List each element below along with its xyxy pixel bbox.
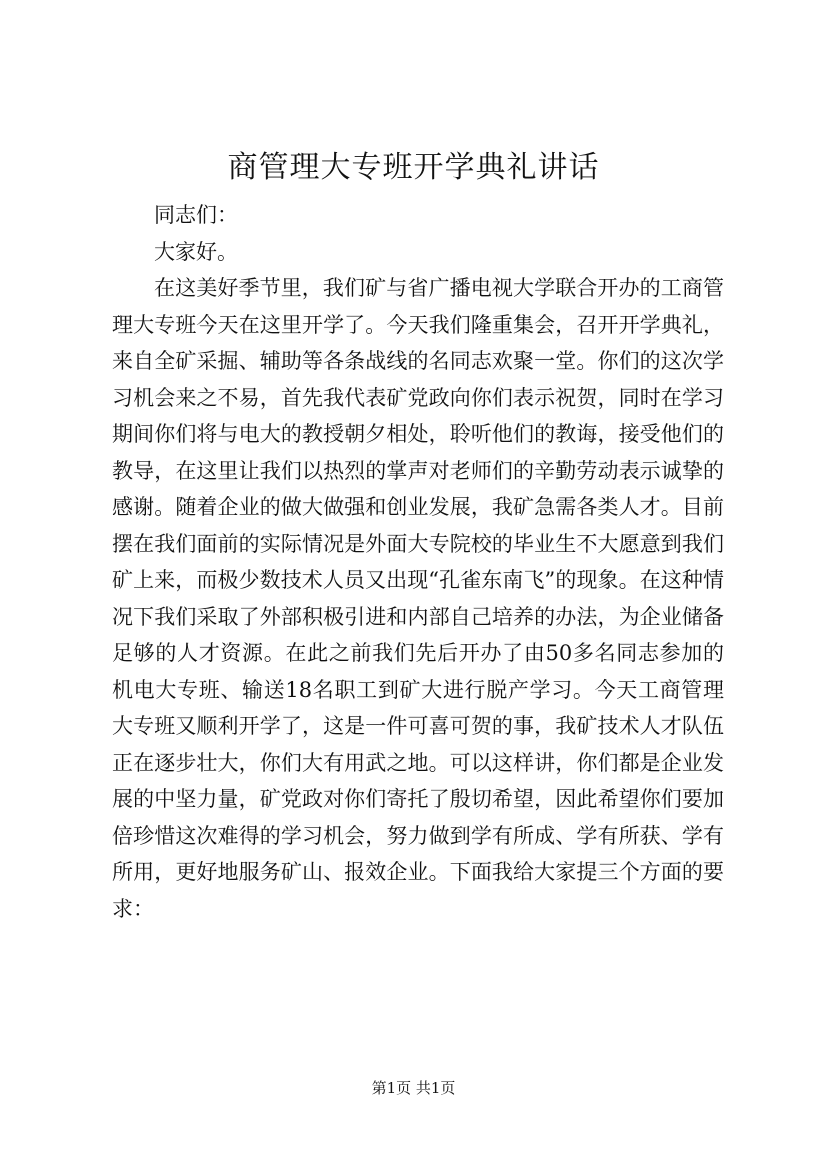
page-footer: 第1页 共1页 <box>371 1079 456 1097</box>
main-paragraph: 在这美好季节里，我们矿与省广播电视大学联合开办的工商管理大专班今天在这里开学了。今天我们隆重集会，召开开学典礼，来自全矿采掘、辅助等各条战线的名同志欢聚一堂。你们的这次学习机会来之不易，首先我代表矿党政向你们表示祝贺，同时在学习期间你们将与电大的教授朝夕相处，聆听他们的教诲，接受他们的教导，在这里让我们以热烈的掌声对老师们的辛勤劳动表示诚挚的感谢。随着企业的做大做强和创业发展，我矿急需各类人才。目前摆在我们面前的实际情况是外面大专院校的毕业生不大愿意到我们矿上来，而极少数技术人员又出现“孔雀东南飞”的现象。在这种情况下我们采取了外部积极引进和内部自己培养的办法，为企业储备足够的人才资源。在此之前我们先后开办了由50多名同志参加的机电大专班、输送18名职工到矿大进行脱产学习。今天工商管理大专班又顺利开学了，这是一件可喜可贺的事，我矿技术人才队伍正在逐步壮大，你们大有用武之地。可以这样讲，你们都是企业发展的中坚力量，矿党政对你们寄托了殷切希望，因此希望你们要加倍珍惜这次难得的学习机会，努力做到学有所成、学有所获、学有所用，更好地服务矿山、报效企业。下面我给大家提三个方面的要求： <box>112 276 724 921</box>
document-body <box>112 197 724 927</box>
document-title: 商管理大专班开学典礼讲话 <box>227 150 600 185</box>
salutation: 同志们： <box>154 203 238 227</box>
greeting: 大家好。 <box>154 239 238 264</box>
